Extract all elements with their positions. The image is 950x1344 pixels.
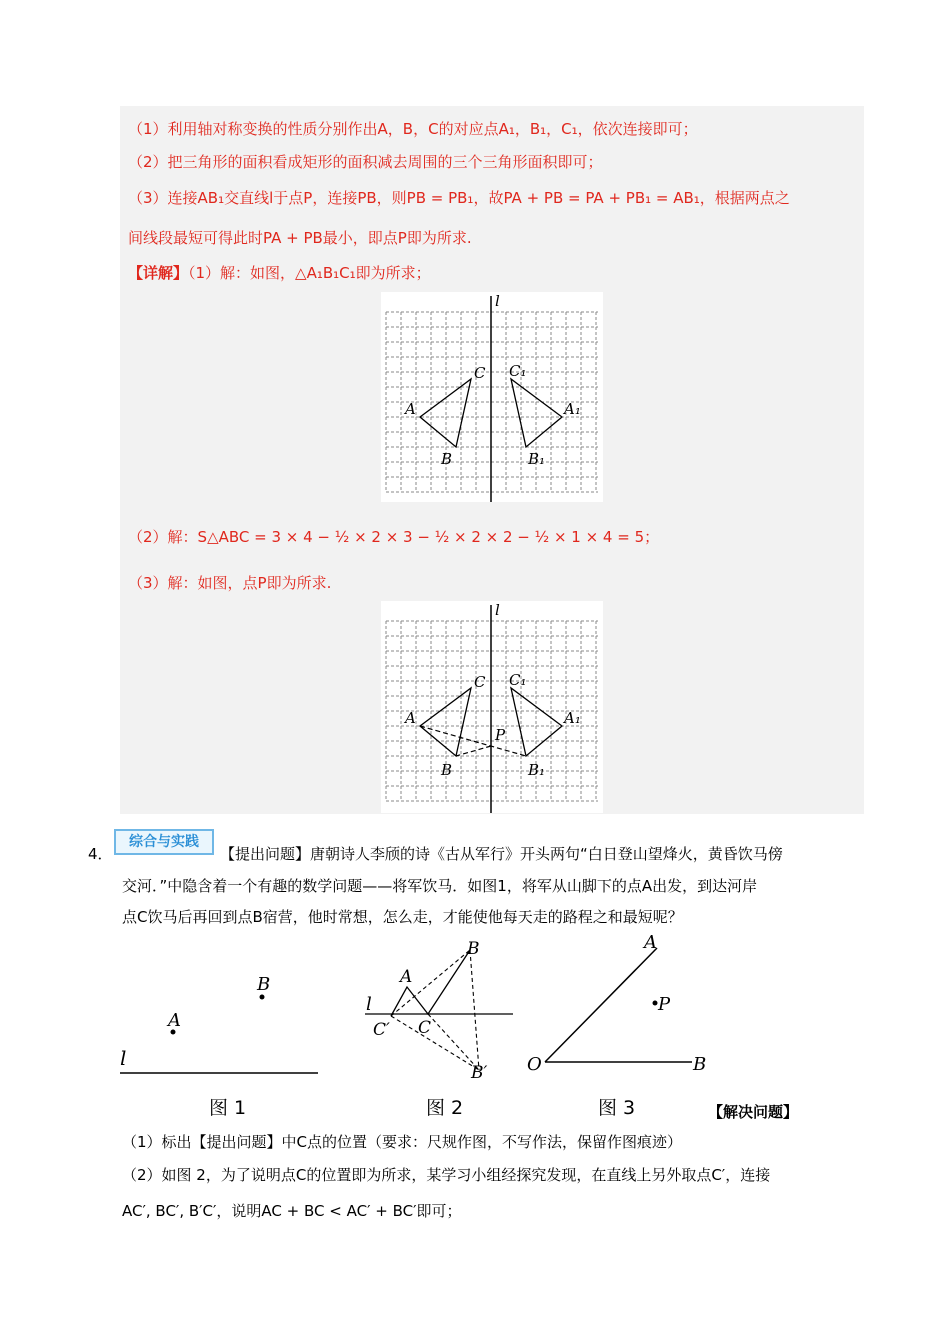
label-c: C	[474, 364, 486, 382]
question-1: （1）标出【提出问题】中C点的位置（要求：尺规作图，不写作法，保留作图痕迹）	[122, 1133, 683, 1151]
label-p: P	[495, 726, 506, 744]
detail-1-text: （1）解：如图，△A₁B₁C₁即为所求；	[188, 264, 431, 282]
problem-figures	[115, 930, 735, 1120]
grid-figure-1	[381, 292, 603, 502]
fig2-caption: 图 2	[426, 1097, 464, 1119]
label-a-2: A	[405, 709, 416, 727]
practice-tag: 综合与实践	[114, 829, 214, 855]
detail-3: （3）解：如图，点P即为所求.	[128, 574, 332, 592]
label-c1: C₁	[509, 362, 527, 380]
question-2b: AC′, BC′, B′C′，说明AC + BC < AC′ + BC′即可；	[122, 1202, 462, 1220]
fig1-label-a: A	[168, 1010, 181, 1031]
label-a: A	[405, 400, 416, 418]
label-l: l	[495, 292, 500, 310]
fig2-label-a: A	[400, 967, 413, 987]
hint-3a: （3）连接AB₁交直线l于点P，连接PB，则PB = PB₁，故PA + PB = PA + PB₁ = AB₁，根据两点之	[128, 189, 790, 207]
solve-tag: 【解决问题】	[708, 1103, 799, 1121]
fig3-ray-oa	[545, 948, 657, 1062]
detail-tag: 【详解】	[128, 264, 189, 282]
hint-3b: 间线段最短可得此时PA + PB最小，即点P即为所求.	[128, 229, 472, 247]
grid-figure-2	[381, 601, 603, 813]
problem-line-3: 点C饮马后再回到点B宿营，他时常想，怎么走，才能使他每天走的路程之和最短呢？	[122, 908, 683, 926]
fig3-label-b: B	[693, 1054, 707, 1075]
detail-2: （2）解：S△ABC = 3 × 4 − ½ × 2 × 3 − ½ × 2 × 2 − ½ × 1 × 4 = 5；	[128, 528, 660, 546]
fig2-label-l: l	[366, 994, 372, 1015]
label-b1-2: B₁	[528, 761, 546, 779]
fig2-label-cp: C′	[373, 1020, 390, 1040]
label-a1: A₁	[564, 400, 581, 418]
fig1-point-b	[260, 995, 265, 1000]
fig3-label-p: P	[658, 994, 671, 1015]
problem-number: 4．	[88, 845, 113, 863]
hint-1: （1）利用轴对称变换的性质分别作出A，B，C的对应点A₁，B₁，C₁，依次连接即可；	[128, 120, 698, 138]
question-2a: （2）如图 2，为了说明点C的位置即为所求，某学习小组经探究发现，在直线上另外取点C′，连接	[122, 1166, 771, 1184]
label-c-2: C	[474, 673, 486, 691]
label-b: B	[441, 450, 453, 468]
detail-1	[128, 262, 431, 283]
fig1-label-l: l	[120, 1046, 127, 1070]
fig1-label-b: B	[257, 974, 271, 995]
fig3-label-a: A	[644, 932, 657, 953]
fig3-point-p	[653, 1001, 658, 1006]
label-c1-2: C₁	[509, 671, 527, 689]
label-b1: B₁	[528, 450, 546, 468]
fig2-label-c: C	[418, 1018, 432, 1038]
problem-line-2: 交河．”中隐含着一个有趣的数学问题——将军饮马．如图1，将军从山脚下的点A出发，到达河岸	[122, 877, 758, 895]
label-b-2: B	[441, 761, 453, 779]
fig3-label-o: O	[527, 1054, 542, 1075]
fig2-label-b: B	[467, 939, 480, 959]
hint-2: （2）把三角形的面积看成矩形的面积减去周围的三个三角形面积即可；	[128, 153, 603, 171]
label-a1-2: A₁	[564, 709, 581, 727]
label-l-2: l	[495, 601, 500, 619]
problem-line-1: 【提出问题】唐朝诗人李颀的诗《古从军行》开头两句“白日登山望烽火，黄昏饮马傍	[220, 845, 783, 863]
fig1-caption: 图 1	[209, 1097, 247, 1119]
fig3-caption: 图 3	[598, 1097, 636, 1119]
fig2-label-bp: B′	[471, 1063, 488, 1083]
